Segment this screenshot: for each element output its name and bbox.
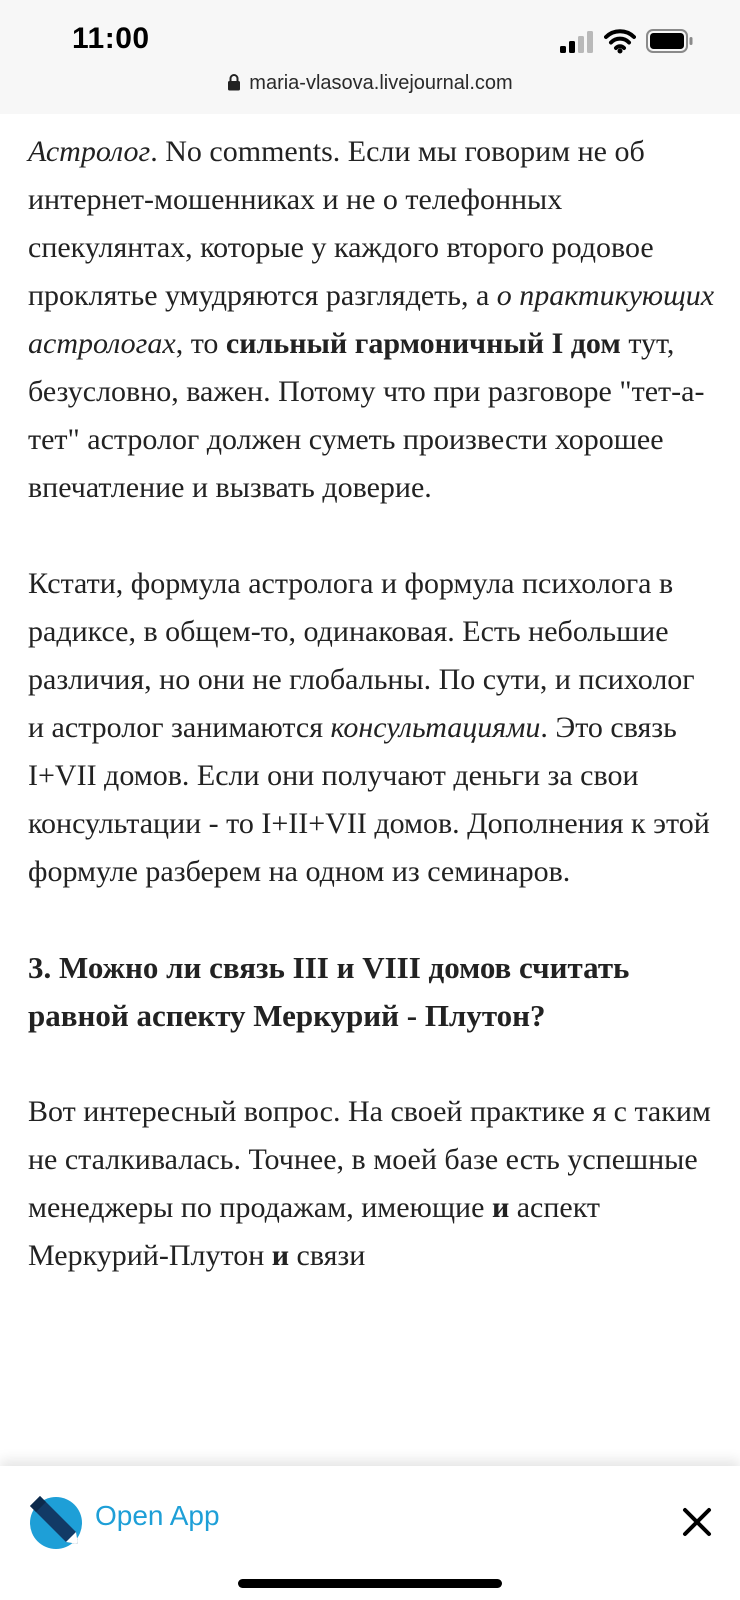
paragraph-text: связи: [289, 1239, 366, 1272]
paragraph-astrologer: [28, 128, 718, 512]
emphasis-astrologer: Астролог: [28, 135, 151, 168]
paragraph-text: Кстати, формула астролога и формула психолога в радиксе, в общем-то, одинаковая. Есть небольшие различия, но они не глобальны. По сути, и психолог и астролог занимаются: [28, 567, 695, 744]
wifi-icon: [604, 28, 636, 54]
livejournal-pencil-icon[interactable]: [26, 1492, 84, 1550]
paragraph-text: тут, безусловно, важен. Потому что при разговоре "тет-а-тет" астролог должен суметь произвести хорошее впечатление и вызвать доверие.: [28, 327, 705, 504]
emphasis-practicing: о практикующих астрологах: [28, 279, 715, 360]
status-bar: [0, 0, 740, 114]
section-heading: 3. Можно ли связь III и VIII домов считать равной аспекту Меркурий - Плутон?: [28, 950, 630, 1033]
url-text: maria-vlasova.livejournal.com: [249, 72, 513, 94]
address-bar[interactable]: [0, 72, 740, 104]
lock-icon: [227, 73, 241, 91]
paragraph-text: аспект Меркурий-Плутон: [28, 1191, 601, 1272]
cellular-signal-icon: [560, 31, 596, 53]
status-time: 11:00: [72, 22, 150, 55]
home-indicator[interactable]: [238, 1579, 502, 1588]
bold-first-house: сильный гармоничный I дом: [225, 327, 621, 360]
paragraph-text: . No comments. Если мы говорим не об интернет-мошенниках и не о телефонных спекулянтах, которые у каждого второго родовое проклятье умудряются разглядеть, а: [28, 135, 654, 312]
paragraph-text: , то: [175, 327, 226, 360]
battery-icon: [646, 29, 694, 53]
bold-and: и: [271, 1239, 290, 1272]
paragraph-formula: [28, 560, 718, 896]
article-body: [28, 128, 718, 1280]
paragraph-text: . Это связь I+VII домов. Если они получают деньги за свои консультации - то I+II+VII домов. Дополнения к этой формуле разберем на одном из семинаров.: [28, 711, 710, 888]
paragraph-question: [28, 1088, 718, 1280]
close-icon[interactable]: [682, 1507, 712, 1537]
paragraph-text: Вот интересный вопрос. На своей практике я с таким не сталкивалась. Точнее, в моей базе есть успешные менеджеры по продажам, имеющие: [28, 1095, 711, 1224]
open-app-button[interactable]: Open App: [95, 1500, 220, 1531]
emphasis-consultations: консультациями: [330, 711, 541, 744]
bold-and: и: [491, 1191, 510, 1224]
